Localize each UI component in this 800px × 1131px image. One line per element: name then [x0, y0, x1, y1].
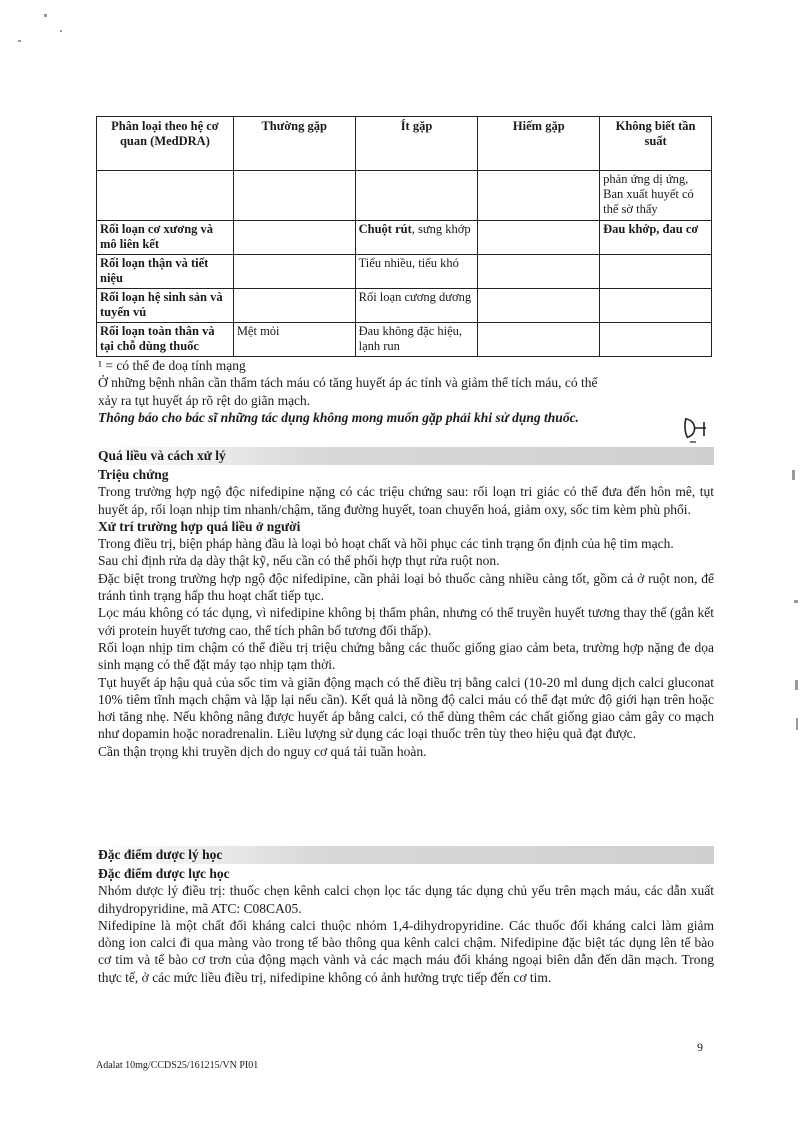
management-paragraph: Lọc máu không có tác dụng, vì nifedipine không bị thẩm phân, nhưng có thể truyền huyết tương thay thế (gắn kết với protein huyết tương cao, thể tích phân bố tương đối thấp). [98, 605, 714, 638]
unknown-cell [600, 323, 712, 357]
common-cell [233, 255, 355, 289]
pharmacodynamics-heading: Đặc điểm dược lực học [98, 866, 230, 881]
overdose-section [98, 466, 714, 760]
note-line-1: Ở những bệnh nhân cần thẩm tách máu có tăng huyết áp ác tính và giảm thể tích máu, có thể [98, 375, 598, 391]
management-heading: Xử trí trường hợp quá liều ở người [98, 518, 301, 534]
table-row [97, 323, 712, 357]
uncommon-cell: Đau không đặc hiệu, lạnh run [355, 323, 478, 357]
section-heading-overdose: Quá liều và cách xử lý [96, 447, 714, 465]
management-paragraph: Cần thận trọng khi truyền dịch do nguy cơ quá tải tuần hoàn. [98, 743, 427, 759]
symptoms-heading: Triệu chứng [98, 467, 169, 482]
management-paragraph: Trong điều trị, biện pháp hàng đầu là loại bỏ hoạt chất và hồi phục các tình trạng ổn định của hệ tim mạch. [98, 536, 674, 552]
rare-cell [478, 323, 600, 357]
scan-speck [796, 718, 798, 730]
header-uncommon: Ít gặp [355, 117, 478, 171]
scan-speck [792, 470, 795, 480]
management-paragraph: Sau chỉ định rửa dạ dày thật kỹ, nếu cần có thể phối hợp thụt rửa ruột non. [98, 553, 500, 569]
unknown-cell: phản ứng dị ứng, Ban xuất huyết có thể sờ thấy [600, 171, 712, 221]
adverse-effects-table [96, 116, 712, 357]
table-row [97, 221, 712, 255]
document-code: Adalat 10mg/CCDS25/161215/VN PI01 [96, 1060, 259, 1071]
management-paragraph: Tụt huyết áp hậu quả của sốc tim và giãn động mạch có thể điều trị bằng calci (10-20 ml dung dịch calci gluconat 10% tiêm tĩnh mạch chậm và lặp lại nếu cần). Kết quả là nồng độ calci máu có thể đạt mức độ giới hạn trên hoặc hơi tăng nhẹ. Nếu không nâng được huyết áp bằng calci, có thể dùng thêm các chất giống giao cảm gây co mạch như dopamin hoặc noradrenalin. Liều lượng sử dụng các loại thuốc trên tùy theo hiệu quả đạt được. [98, 674, 714, 742]
unknown-cell [600, 255, 712, 289]
section-heading-pharmacology: Đặc điểm dược lý học [96, 846, 714, 864]
organ-cell: Rối loạn hệ sinh sản và tuyến vú [97, 289, 234, 323]
table-header-row [97, 117, 712, 171]
footnote: ¹ = có thể đe doạ tính mạng [98, 358, 246, 373]
common-cell [233, 289, 355, 323]
uncommon-rest: , sưng khớp [411, 222, 471, 236]
pharmacology-paragraph: Nifedipine là một chất đối kháng calci thuộc nhóm 1,4-dihydropyridine. Các thuốc đối kháng calci làm giảm dòng ion calci đi qua màng vào trong tế bào thông qua kênh calci chậm. Nifedipine đặc biệt tác dụng lên tế bào cơ tim và tế bào cơ trơn của động mạch vành và các mạch máu đối kháng ngoại biên dẫn đến dãn mạch. Trong thực tế, ở các mức liều điều trị, nifedipine không có ảnh hưởng trực tiếp đến cơ tim. [98, 917, 714, 985]
notice-text: Thông báo cho bác sĩ những tác dụng không mong muốn gặp phải khi sử dụng thuốc. [98, 409, 579, 425]
table-row [97, 171, 712, 221]
unknown-cell [600, 289, 712, 323]
header-unknown: Không biết tần suất [600, 117, 712, 171]
uncommon-cell: Tiểu nhiều, tiểu khó [355, 255, 478, 289]
organ-cell: Rối loạn toàn thân và tại chỗ dùng thuốc [97, 323, 234, 357]
common-cell [233, 171, 355, 221]
table-row [97, 289, 712, 323]
scan-speck [18, 40, 21, 42]
organ-cell [97, 171, 234, 221]
rare-cell [478, 289, 600, 323]
header-rare: Hiếm gặp [478, 117, 600, 171]
uncommon-bold-term: Chuột rút [358, 222, 412, 236]
scan-speck [795, 680, 798, 690]
organ-cell: Rối loạn cơ xương và mô liên kết [97, 221, 234, 255]
scan-speck [794, 600, 798, 603]
scan-speck [44, 14, 47, 17]
uncommon-cell: Rối loạn cương dương [355, 289, 478, 323]
management-paragraph: Rối loạn nhịp tim chậm có thể điều trị triệu chứng bằng các thuốc giống giao cảm beta, trường hợp nặng đe dọa sinh mạng có thể đặt máy tạo nhịp tạm thời. [98, 639, 714, 673]
pharmacology-paragraph: Nhóm dược lý điều trị: thuốc chẹn kênh calci chọn lọc tác dụng tác dụng chủ yếu trên mạch máu, các dẫn xuất dihydropyridine, mã ATC: C08CA05. [98, 883, 714, 916]
uncommon-cell [355, 221, 478, 255]
note-line-2: xảy ra tụt huyết áp rõ rệt do giãn mạch. [98, 392, 311, 408]
pharmacology-section [98, 865, 714, 986]
organ-cell: Rối loạn thận và tiết niệu [97, 255, 234, 289]
rare-cell [478, 255, 600, 289]
table-row [97, 255, 712, 289]
rare-cell [478, 171, 600, 221]
initials-signature [680, 414, 710, 444]
header-common: Thường gặp [233, 117, 355, 171]
symptoms-paragraph: Trong trường hợp ngộ độc nifedipine nặng có các triệu chứng sau: rối loạn tri giác có thể đưa đến hôn mê, tụt huyết áp, rối loạn nhịp tim nhanh/chậm, tăng đường huyết, toan chuyển hoá, giảm oxy, sốc tim kèm phù phổi. [98, 484, 714, 517]
page-number: 9 [697, 1040, 703, 1054]
management-paragraph: Đặc biệt trong trường hợp ngộ độc nifedipine, cần phải loại bỏ thuốc càng nhiều càng tốt, gồm cả ở ruột non, để tránh tình trạng hấp thu hoạt chất tiếp tục. [98, 570, 714, 604]
uncommon-cell [355, 171, 478, 221]
header-organ-class: Phân loại theo hệ cơ quan (MedDRA) [97, 117, 234, 171]
unknown-cell: Đau khớp, đau cơ [600, 221, 712, 255]
common-cell: Mệt mỏi [233, 323, 355, 357]
table-notes [98, 357, 714, 426]
rare-cell [478, 221, 600, 255]
scan-speck [60, 30, 62, 32]
common-cell [233, 221, 355, 255]
